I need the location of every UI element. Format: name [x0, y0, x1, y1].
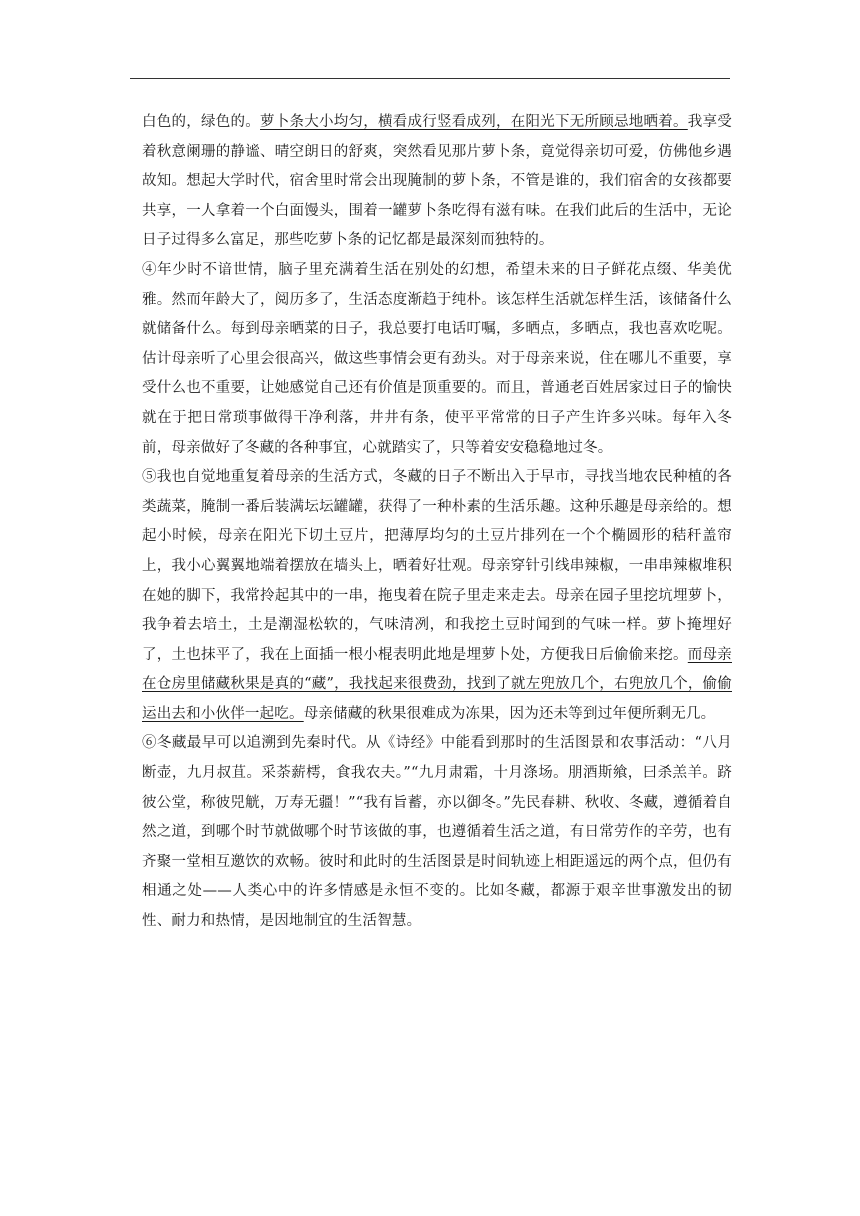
text-segment: 母亲储藏的秋果很难成为冻果，因为还未等到过年便所剩无几。	[303, 705, 716, 722]
paragraph-6	[142, 729, 732, 936]
paragraph-3-continued	[142, 108, 732, 256]
paragraph-5	[142, 463, 732, 729]
text-segment: ⑥冬藏最早可以追溯到先秦时代。从《诗经》中能看到那时的生活图景和农事活动：“八月断壶，九月叔苴。采荼薪樗，食我农夫。”“九月肃霜，十月涤场。朋酒斯飨，曰杀羔羊。跻彼公堂，称彼兕觥，万寿无疆！”“我有旨蓄，亦以御冬。”先民春耕、秋收、冬藏，遵循着自然之道，到哪个时节就做哪个时节该做的事，也遵循着生活之道，有日常劳作的辛劳，也有齐聚一堂相互邀饮的欢畅。彼时和此时的生活图景是时间轨迹上相距遥远的两个点，但仍有相通之处——人类心中的许多情感是永恒不变的。比如冬藏，都源于艰辛世事激发出的韧性、耐力和热情，是因地制宜的生活智慧。	[142, 735, 732, 930]
underlined-sentence: 萝卜条大小均匀，横看成行竖看成列，在阳光下无所顾忌地晒着。	[260, 114, 688, 130]
underlined-sentence: 而母亲在仓房里储藏秋果是真的“藏”，我找起来很费劲，找到了就左兜放几个，右兜放几个，偷偷运出去和小伙伴一起吃。	[142, 646, 732, 722]
text-segment: ④年少时不谙世情，脑子里充满着生活在别处的幻想，希望未来的日子鲜花点缀、华美优雅。然而年龄大了，阅历多了，生活态度渐趋于纯朴。该怎样生活就怎样生活，该储备什么就储备什么。每到母亲晒菜的日子，我总要打电话叮嘱，多晒点，多晒点，我也喜欢吃呢。估计母亲听了心里会很高兴，做这些事情会更有劲头。对于母亲来说，住在哪儿不重要，享受什么也不重要，让她感觉自己还有价值是顶重要的。而且，普通老百姓居家过日子的愉快就在于把日常琐事做得干净利落，井井有条，使平平常常的日子产生许多兴味。每年入冬前，母亲做好了冬藏的各种事宜，心就踏实了，只等着安安稳稳地过冬。	[142, 261, 732, 456]
header-rule	[130, 78, 730, 79]
text-segment: 白色的，绿色的。	[142, 114, 261, 130]
text-segment: 我享受着秋意阑珊的静谧、晴空朗日的舒爽，突然看见那片萝卜条，竟觉得亲切可爱，仿佛他乡遇故知。想起大学时代，宿舍里时常会出现腌制的萝卜条，不管是谁的，我们宿舍的女孩都要共享，一人拿着一个白面馒头，围着一罐萝卜条吃得有滋有味。在我们此后的生活中，无论日子过得多么富足，那些吃萝卜条的记忆都是最深刻而独特的。	[142, 114, 732, 249]
document-body	[142, 108, 732, 937]
text-segment: ⑤我也自觉地重复着母亲的生活方式，冬藏的日子不断出入于早市，寻找当地农民种植的各类蔬菜，腌制一番后装满坛坛罐罐，获得了一种朴素的生活乐趣。这种乐趣是母亲给的。想起小时候，母亲在阳光下切土豆片，把薄厚均匀的土豆片排列在一个个椭圆形的秸秆盖帘上，我小心翼翼地端着摆放在墙头上，晒着好壮观。母亲穿针引线串辣椒，一串串辣椒堆积在她的脚下，我常拎起其中的一串，拖曳着在院子里走来走去。母亲在园子里挖坑埋萝卜，我争着去培土，土是潮湿松软的，气味清冽，和我挖土豆时闻到的气味一样。萝卜掩埋好了，土也抹平了，我在上面插一根小棍表明此地是埋萝卜处，方便我日后偷偷来挖。	[142, 469, 732, 663]
paragraph-4	[142, 256, 732, 463]
